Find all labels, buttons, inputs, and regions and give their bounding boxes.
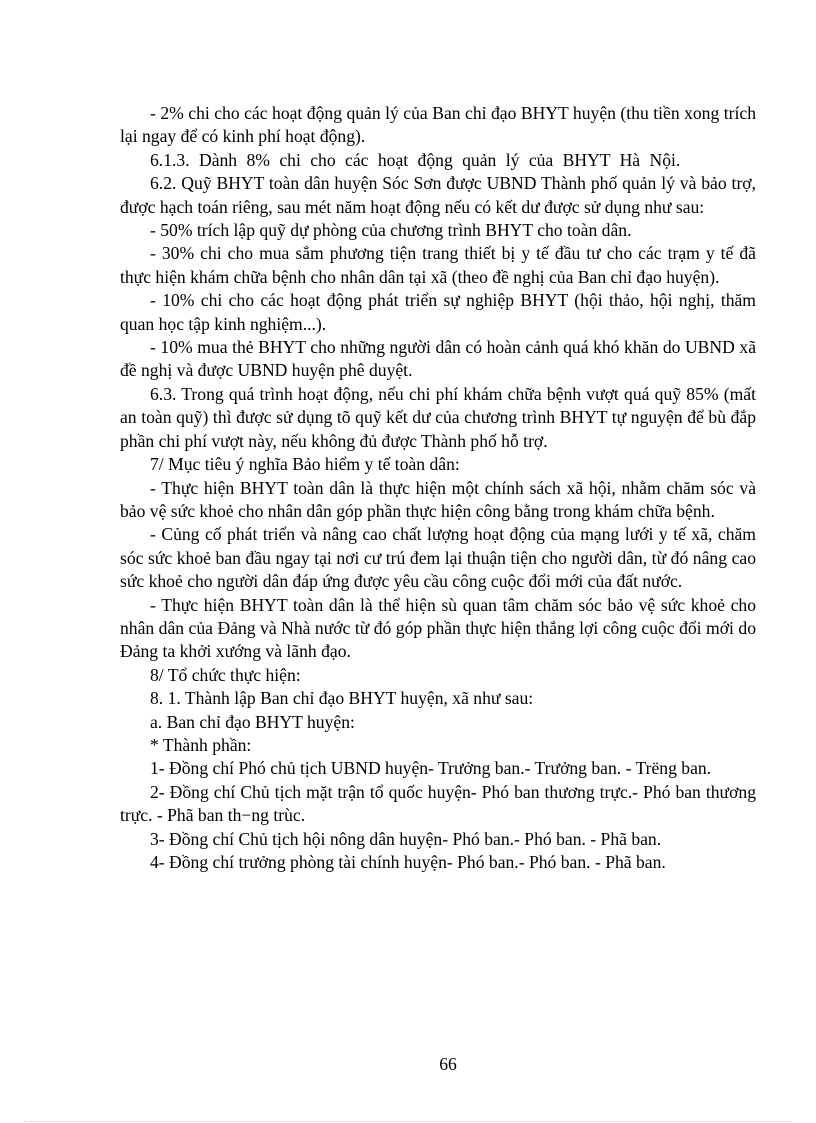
paragraph: - 10% chi cho các hoạt động phát triển sự nghiệp BHYT (hội thảo, hội nghị, thăm quan học tập kinh nghiệm...).: [120, 290, 756, 334]
paragraph: - 2% chi cho các hoạt động quản lý của Ban chỉ đạo BHYT huyện (thu tiền xong trích lại ngay để có kinh phí hoạt động).: [120, 103, 756, 147]
paragraph: - 10% mua thẻ BHYT cho những người dân có hoàn cảnh quá khó khăn do UBND xã đề nghị và được UBND huyện phê duyệt.: [120, 337, 756, 381]
member-item: 3- Đồng chí Chủ tịch hội nông dân huyện- Phó ban.- Phó ban. - Phã ban.: [150, 828, 662, 849]
member-item: 4- Đồng chí trưởng phòng tài chính huyện- Phó ban.- Phó ban. - Phã ban.: [150, 852, 666, 872]
page-edge-divider: [24, 1121, 792, 1122]
paragraph: 6.1.3. Dành 8% chi cho các hoạt động quản lý của BHYT Hà Nội.: [150, 149, 681, 170]
paragraph: - 30% chi cho mua sắm phương tiện trang thiết bị y tế đầu tư cho các trạm y tế đã thực hiện khám chữa bệnh cho nhân dân tại xã (theo đề nghị của Ban chỉ đạo huyện).: [120, 243, 756, 287]
paragraph: - 50% trích lập quỹ dự phòng của chương trình BHYT cho toàn dân.: [150, 220, 632, 241]
paragraph: - Thực hiện BHYT toàn dân là thực hiện một chính sách xã hội, nhằm chăm sóc và bảo vệ sức khoẻ cho nhân dân góp phần thực hiện công bằng trong khám chữa bệnh.: [120, 477, 756, 521]
paragraph: - Thực hiện BHYT toàn dân là thể hiện sù quan tâm chăm sóc bảo vệ sức khoẻ cho nhân dân của Đảng và Nhà nước từ đó góp phần thực hiện thắng lợi công cuộc đổi mới do Đảng ta khởi xướng và lãnh đạo.: [120, 594, 756, 662]
list-heading: * Thành phần:: [150, 734, 252, 755]
section-heading: 7/ Mục tiêu ý nghĩa Bảo hiểm y tế toàn dân:: [150, 454, 460, 475]
subsection-heading: a. Ban chỉ đạo BHYT huyện:: [150, 711, 355, 732]
paragraph: 6.2. Quỹ BHYT toàn dân huyện Sóc Sơn được UBND Thành phố quản lý và bảo trợ, được hạch toán riêng, sau mét năm hoạt động nếu có kết dư được sử dụng như sau:: [120, 173, 756, 217]
section-heading: 8/ Tổ chức thực hiện:: [150, 664, 301, 685]
paragraph: - Củng cố phát triển và nâng cao chất lượng hoạt động của mạng lưới y tế xã, chăm sóc sức khoẻ ban đầu ngay tại nơi cư trú đem lại thuận tiện cho người dân, từ đó nâng cao sức khoẻ cho người dân đáp ứng được yêu cầu công cuộc đổi mới của đất nước.: [120, 524, 756, 592]
member-item: 1- Đồng chí Phó chủ tịch UBND huyện- Trưởng ban.- Trưởng ban. - Trëng ban.: [150, 758, 712, 779]
subsection-heading: 8. 1. Thành lập Ban chỉ đạo BHYT huyện, xã như sau:: [150, 688, 534, 709]
page-number: 66: [439, 1054, 457, 1074]
member-item: 2- Đồng chí Chủ tịch mặt trận tổ quốc huyện- Phó ban thương trực.- Phó ban thương trực. - Phã ban th−ng trùc.: [120, 781, 756, 826]
document-body: [120, 102, 756, 874]
paragraph: 6.3. Trong quá trình hoạt động, nếu chi phí khám chữa bệnh vượt quá quỹ 85% (mất an toàn quỹ) thì được sử dụng tõ quỹ kết dư của chương trình BHYT tự nguyện để bù đắp phần chi phí vượt này, nếu không đủ được Thành phố hỗ trợ.: [120, 383, 756, 451]
